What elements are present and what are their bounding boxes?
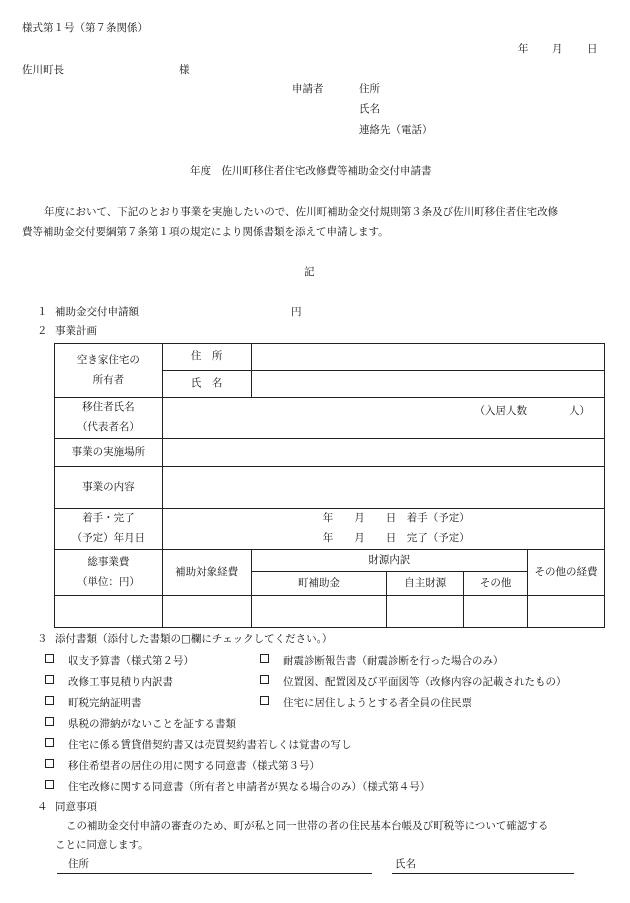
owner-address-field[interactable]: [251, 344, 604, 371]
mover-name-field[interactable]: [162, 398, 604, 439]
checkbox-icon[interactable]: [45, 759, 54, 768]
dates-label-cell: [55, 509, 163, 550]
attachment-item[interactable]: 移住希望者の居住の用に関する同意書（様式第３号）: [45, 759, 320, 773]
section1-unit: 円: [291, 306, 302, 318]
dates-label-line2: （予定）年月日: [71, 532, 146, 544]
attachment-item[interactable]: 収支予算書（様式第２号）: [45, 654, 194, 668]
signature-name-label: 氏名: [395, 858, 416, 870]
page-title: 年度 佐川町移住者住宅改修費等補助金交付申請書: [190, 165, 432, 177]
content-label: 事業の内容: [55, 467, 163, 509]
checkbox-icon[interactable]: [260, 654, 269, 663]
residents-count: （入居人数 人）: [474, 405, 590, 417]
plan-table: [54, 343, 605, 628]
town-subsidy-field[interactable]: [251, 596, 387, 628]
location-field[interactable]: [162, 439, 604, 467]
ki-heading: 記: [304, 266, 315, 278]
section1-number: １: [37, 306, 48, 318]
body-line-1: 年度において、下記のとおり事業を実施したいので、佐川町補助金交付規則第３条及び佐川町移住者住宅改修: [44, 206, 559, 218]
checkbox-icon[interactable]: [45, 780, 54, 789]
attachment-item[interactable]: 改修工事見積り内訳書: [45, 675, 173, 689]
form-number: 様式第１号（第７条関係）: [22, 22, 148, 34]
section4-number: ４: [37, 801, 48, 813]
eligible-cost-field[interactable]: [162, 596, 251, 628]
owner-address-label: 住 所: [162, 344, 251, 371]
date-year: 年: [518, 43, 529, 55]
checkbox-icon[interactable]: [260, 696, 269, 705]
applicant-label: 申請者: [292, 83, 324, 95]
applicant-address: 住所: [359, 83, 380, 95]
checkbox-icon[interactable]: [45, 654, 54, 663]
date-day: 日: [587, 43, 598, 55]
checkbox-icon[interactable]: [45, 696, 54, 705]
addressee-honorific: 様: [179, 64, 190, 76]
section2-label: 事業計画: [55, 325, 97, 337]
consent-line-1: この補助金交付申請の審査のため、町が私と同一世帯の者の住民基本台帳及び町税等について確認する: [66, 820, 549, 832]
total-cost-line1: 総事業費: [87, 555, 130, 568]
owner-label-line1: 空き家住宅の: [76, 353, 140, 366]
mover-label-cell: [55, 398, 163, 439]
checkbox-icon[interactable]: [260, 675, 269, 684]
section3-number: ３: [37, 633, 48, 645]
mover-label-line1: 移住者氏名: [82, 401, 135, 414]
applicant-name: 氏名: [359, 103, 380, 115]
checkbox-icon[interactable]: [45, 738, 54, 747]
total-cost-field[interactable]: [55, 596, 163, 628]
signature-name-line[interactable]: [392, 873, 574, 874]
section1-label: 補助金交付申請額: [55, 306, 139, 318]
content-field[interactable]: [162, 467, 604, 509]
checkbox-icon[interactable]: [45, 717, 54, 726]
total-cost-cell: [55, 550, 163, 596]
addressee-name: 佐川町長: [22, 64, 64, 76]
dates-field[interactable]: [162, 509, 604, 550]
section2-number: ２: [37, 325, 48, 337]
date-month: 月: [552, 43, 563, 55]
signature-address-line[interactable]: [57, 873, 372, 874]
other-expenses-field[interactable]: [528, 596, 605, 628]
owner-label-line2: 所有者: [92, 373, 125, 386]
section3-label: 添付書類（添付した書類の□欄にチェックしてください。）: [55, 633, 333, 645]
attachment-item[interactable]: 住宅に係る賃貸借契約書又は売買契約書若しくは覚書の写し: [45, 738, 352, 752]
attachment-item[interactable]: 位置図、配置図及び平面図等（改修内容の記載されたもの）: [260, 675, 567, 689]
attachment-item[interactable]: 住宅に居住しようとする者全員の住民票: [260, 696, 472, 710]
signature-address-label: 住所: [68, 858, 89, 870]
town-subsidy-header: 町補助金: [251, 572, 387, 596]
body-line-2: 費等補助金交付要綱第７条第１項の規定により関係書類を添えて申請します。: [22, 226, 389, 238]
location-label: 事業の実施場所: [55, 439, 163, 467]
end-date: 年 月 日 完了（予定）: [322, 532, 470, 544]
applicant-contact: 連絡先（電話）: [359, 124, 433, 136]
other-funding-field[interactable]: [464, 596, 528, 628]
attachment-item[interactable]: 耐震診断報告書（耐震診断を行った場合のみ）: [260, 654, 504, 668]
start-date: 年 月 日 着手（予定）: [322, 512, 470, 525]
owner-name-field[interactable]: [251, 371, 604, 398]
attachment-item[interactable]: 町税完納証明書: [45, 696, 142, 710]
eligible-cost-header: 補助対象経費: [162, 550, 251, 596]
total-cost-line2: （単位：円）: [76, 575, 140, 588]
mover-label-line2: （代表者名）: [76, 421, 140, 433]
section4-label: 同意事項: [55, 801, 97, 813]
own-funds-header: 自主財源: [387, 572, 464, 596]
owner-name-label: 氏 名: [162, 371, 251, 398]
funding-breakdown-header: 財源内訳: [251, 550, 527, 572]
own-funds-field[interactable]: [387, 596, 464, 628]
owner-label-cell: [55, 344, 163, 398]
other-funding-header: その他: [464, 572, 528, 596]
attachment-item[interactable]: 住宅改修に関する同意書（所有者と申請者が異なる場合のみ）（様式第４号）: [45, 780, 430, 794]
checkbox-icon[interactable]: [45, 675, 54, 684]
consent-line-2: ことに同意します。: [55, 839, 149, 851]
other-expenses-header: その他の経費: [528, 550, 605, 596]
dates-label-line1: 着手・完了: [82, 512, 135, 525]
attachment-item[interactable]: 県税の滞納がないことを証する書類: [45, 717, 236, 731]
